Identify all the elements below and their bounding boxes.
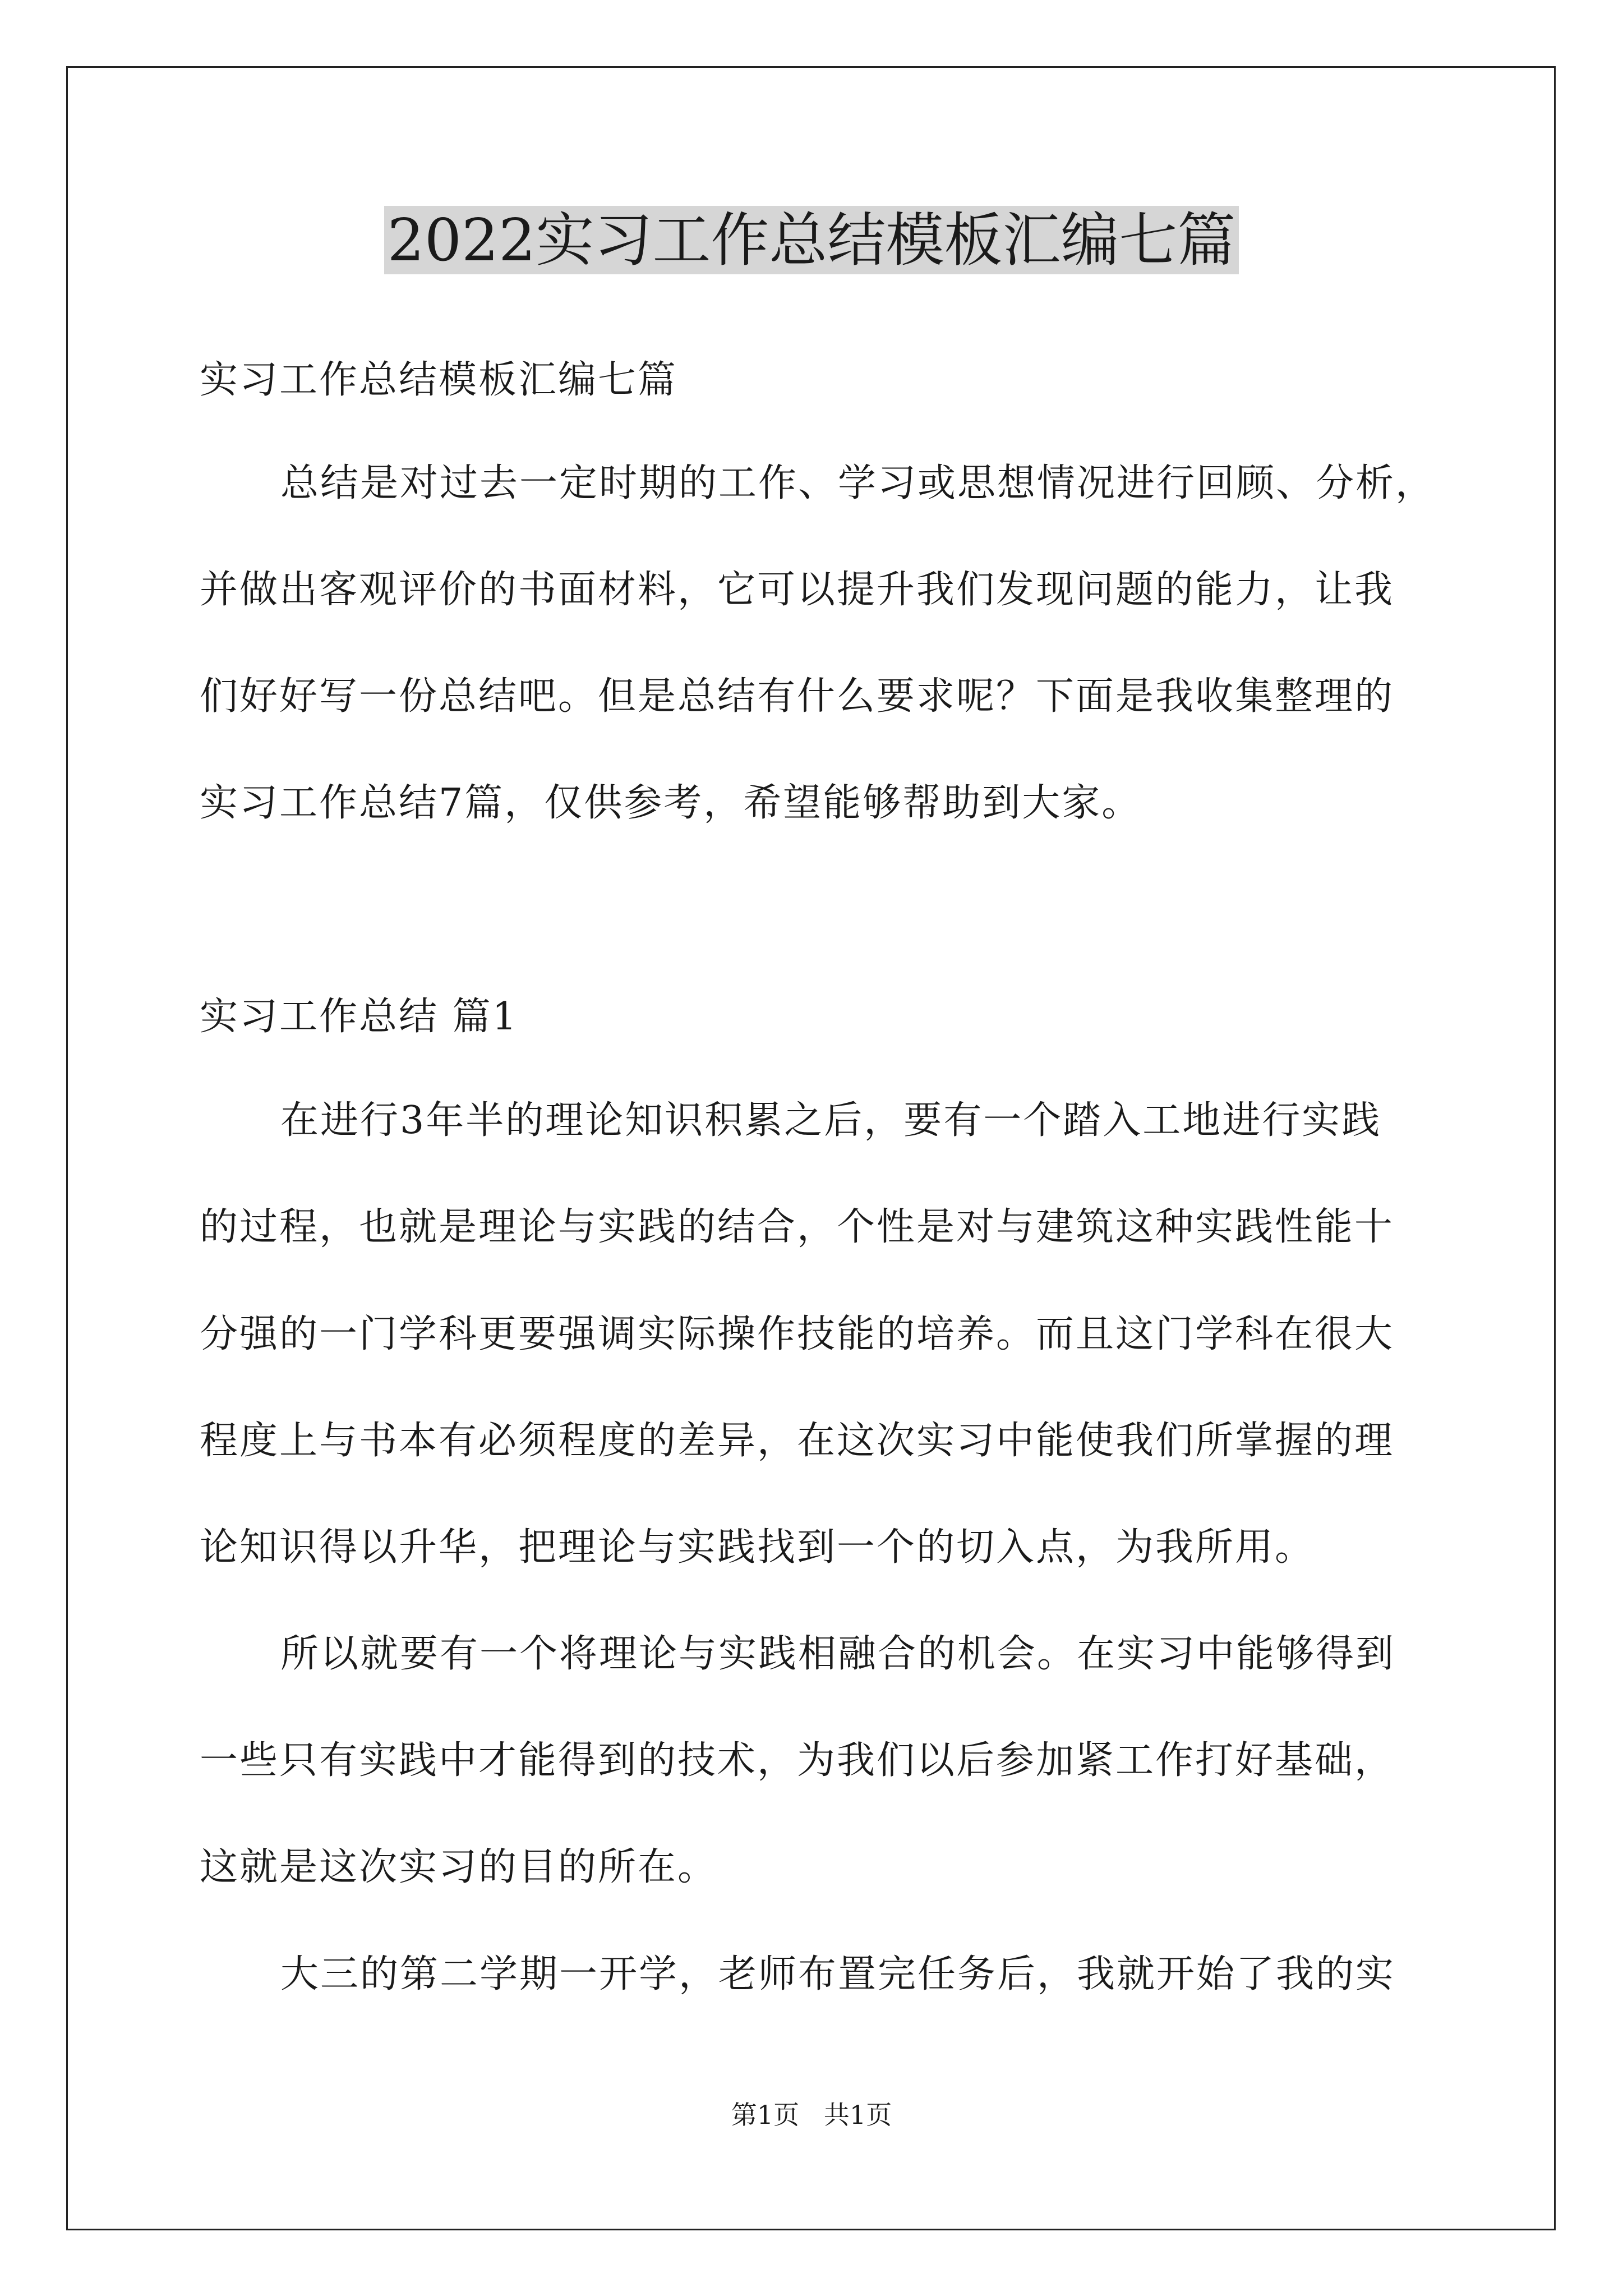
intro-line-1: 总结是对过去一定时期的工作、学习或思想情况进行回顾、分析， bbox=[280, 461, 1436, 505]
para3-line-1: 大三的第二学期一开学，老师布置完任务后，我就开始了我的实 bbox=[280, 1952, 1396, 1996]
intro-line-4: 实习工作总结7篇，仅供参考，希望能够帮助到大家。 bbox=[200, 781, 1142, 825]
para1-line-5: 论知识得以升华，把理论与实践找到一个的切入点，为我所用。 bbox=[200, 1525, 1315, 1570]
document-subtitle: 实习工作总结模板汇编七篇 bbox=[200, 358, 678, 402]
para2-line-3: 这就是这次实习的目的所在。 bbox=[200, 1845, 718, 1889]
para1-line-4: 程度上与书本有必须程度的差异，在这次实习中能使我们所掌握的理 bbox=[200, 1419, 1395, 1463]
para1-line-1: 在进行3年半的理论知识积累之后，要有一个踏入工地进行实践 bbox=[280, 1098, 1382, 1143]
intro-line-2: 并做出客观评价的书面材料，它可以提升我们发现问题的能力，让我 bbox=[200, 568, 1395, 612]
para1-line-3: 分强的一门学科更要强调实际操作技能的培养。而且这门学科在很大 bbox=[200, 1312, 1395, 1356]
page-footer: 第1页 共1页 bbox=[731, 2100, 892, 2130]
intro-line-3: 们好好写一份总结吧。但是总结有什么要求呢？下面是我收集整理的 bbox=[200, 674, 1395, 719]
para1-line-2: 的过程，也就是理论与实践的结合，个性是对与建筑这种实践性能十 bbox=[200, 1205, 1395, 1249]
para2-line-2: 一些只有实践中才能得到的技术，为我们以后参加紧工作打好基础， bbox=[200, 1738, 1395, 1783]
para2-line-1: 所以就要有一个将理论与实践相融合的机会。在实习中能够得到 bbox=[280, 1632, 1396, 1676]
section-heading: 实习工作总结 篇1 bbox=[200, 995, 518, 1039]
document-title: 2022实习工作总结模板汇编七篇 bbox=[0, 201, 1623, 279]
